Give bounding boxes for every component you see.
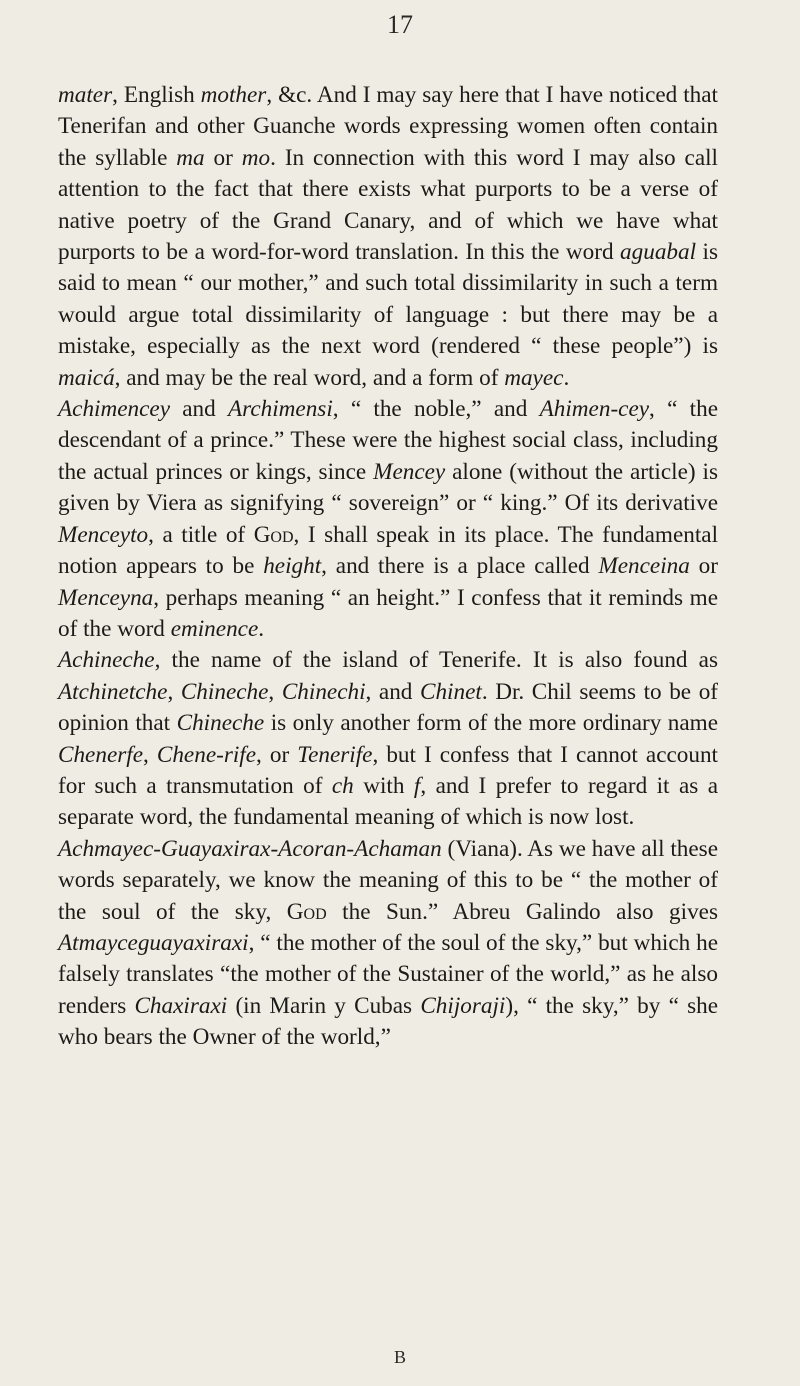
italic-term: Achimencey bbox=[58, 396, 170, 423]
text-run: , bbox=[143, 741, 157, 768]
italic-term: Mencey bbox=[373, 458, 446, 485]
text-run: , bbox=[268, 678, 282, 705]
text-run: or bbox=[204, 144, 242, 171]
text-run: , the name of the island of Tenerife. It is also found as bbox=[154, 647, 718, 674]
italic-term: maicá bbox=[58, 364, 115, 391]
text-run: . bbox=[258, 615, 265, 642]
text-run: , and bbox=[365, 678, 420, 705]
italic-term: mater bbox=[58, 82, 113, 108]
paragraph bbox=[58, 80, 718, 394]
text-run: the Sun.” Abreu Galindo also gives bbox=[326, 898, 718, 925]
text-run: (Viana). As we have all these words separately, we know the meaning of this to be “ the mother of the soul of the sky, bbox=[58, 835, 718, 925]
italic-term: Chineche bbox=[176, 710, 265, 737]
text-run: , English bbox=[112, 82, 201, 108]
italic-term: Chijoraji bbox=[420, 992, 506, 1019]
text-run: , bbox=[167, 678, 181, 705]
italic-term: mayec bbox=[504, 364, 564, 391]
text-run: alone (without the article) is given by Viera as signifying “ sovereign” or “ king.” Of its derivative bbox=[58, 458, 718, 517]
italic-term: ma bbox=[176, 144, 205, 171]
italic-term: ch bbox=[331, 772, 354, 799]
italic-term: Chinechi bbox=[281, 678, 366, 705]
text-run: . Dr. Chil seems to be of opinion that bbox=[58, 678, 719, 737]
text-run: , or bbox=[256, 741, 298, 768]
text-run: , &c. And I may say here that I have noticed that Tenerifan and other Guanche words expressing women often contain the syllable bbox=[58, 82, 718, 171]
italic-term: eminence bbox=[170, 615, 259, 642]
italic-term: Atmayceguayaxiraxi bbox=[58, 929, 249, 956]
text-run: . bbox=[563, 364, 570, 391]
text-run: , and I prefer to regard it as a separate word, the fundamental meaning of which is now lost. bbox=[58, 772, 718, 831]
body-text bbox=[58, 80, 718, 1054]
text-run: God bbox=[253, 521, 294, 548]
italic-term: mother bbox=[200, 82, 267, 108]
text-run: ), “ the sky,” by “ she who bears the Owner of the world,” bbox=[58, 992, 718, 1051]
italic-term: Atchinetche bbox=[58, 678, 168, 705]
text-run: and bbox=[170, 396, 229, 423]
text-run: is only another form of the more ordinary name bbox=[264, 710, 719, 737]
italic-term: Menceina bbox=[598, 553, 690, 580]
italic-term: Ahimen-cey bbox=[539, 396, 650, 423]
text-run: , and may be the real word, and a form of bbox=[114, 364, 505, 391]
text-run: , a title of bbox=[148, 521, 254, 548]
italic-term: Menceyna bbox=[58, 584, 154, 611]
text-run: , “ the noble,” and bbox=[332, 396, 540, 423]
page-number: 17 bbox=[387, 10, 413, 39]
italic-term: Chinet bbox=[420, 678, 482, 705]
paragraph bbox=[58, 645, 718, 833]
italic-term: Chenerfe bbox=[58, 741, 143, 768]
text-run: , and there is a place called bbox=[321, 553, 599, 580]
italic-term: Achineche bbox=[58, 647, 155, 674]
text-run: or bbox=[689, 553, 718, 580]
paragraph bbox=[58, 834, 718, 1054]
italic-term: f bbox=[413, 772, 421, 799]
text-run: , “ the descendant of a prince.” These were the highest social class, including the actual princes or kings, since bbox=[58, 396, 718, 485]
text-run: is said to mean “ our mother,” and such total dissimilarity in such a term would argue total dissimilarity of language : but there may be a mistake, especially as the next word (rendered “ these people”) is bbox=[58, 239, 719, 360]
text-run: God bbox=[286, 898, 327, 925]
italic-term: Menceyto bbox=[58, 521, 149, 548]
italic-term: aguabal bbox=[620, 239, 697, 266]
text-run: . In connection with this word I may also call attention to the fact that there exists what purports to be a verse of native poetry of the Grand Canary, and of which we have what purports to be a word-for-word translation. In this the word bbox=[58, 144, 718, 266]
italic-term: Chaxiraxi bbox=[134, 992, 228, 1019]
italic-term: Chene-rife bbox=[156, 741, 257, 768]
text-run: , perhaps meaning “ an height.” I confess that it reminds me of the word bbox=[58, 584, 718, 642]
text-run: , I shall speak in its place. The fundamental notion appears to be bbox=[58, 521, 719, 580]
italic-term: height bbox=[263, 553, 322, 580]
italic-term: Achmayec-Guayaxirax-Acoran-Achaman bbox=[58, 835, 442, 862]
signature-mark: B bbox=[393, 1347, 406, 1367]
text-run: , but I confess that I cannot account for such a transmutation of bbox=[58, 741, 718, 799]
text-run: with bbox=[353, 772, 414, 799]
italic-term: Chineche bbox=[180, 678, 269, 705]
text-run: (in Marin y Cubas bbox=[227, 992, 421, 1019]
text-run: , “ the mother of the soul of the sky,” but which he falsely translates “the mother of the Sustainer of the world,” as he also renders bbox=[58, 929, 718, 1019]
italic-term: Tenerife bbox=[297, 741, 373, 768]
paragraph bbox=[58, 394, 718, 645]
italic-term: mo bbox=[241, 144, 271, 171]
italic-term: Archimensi bbox=[228, 396, 333, 423]
